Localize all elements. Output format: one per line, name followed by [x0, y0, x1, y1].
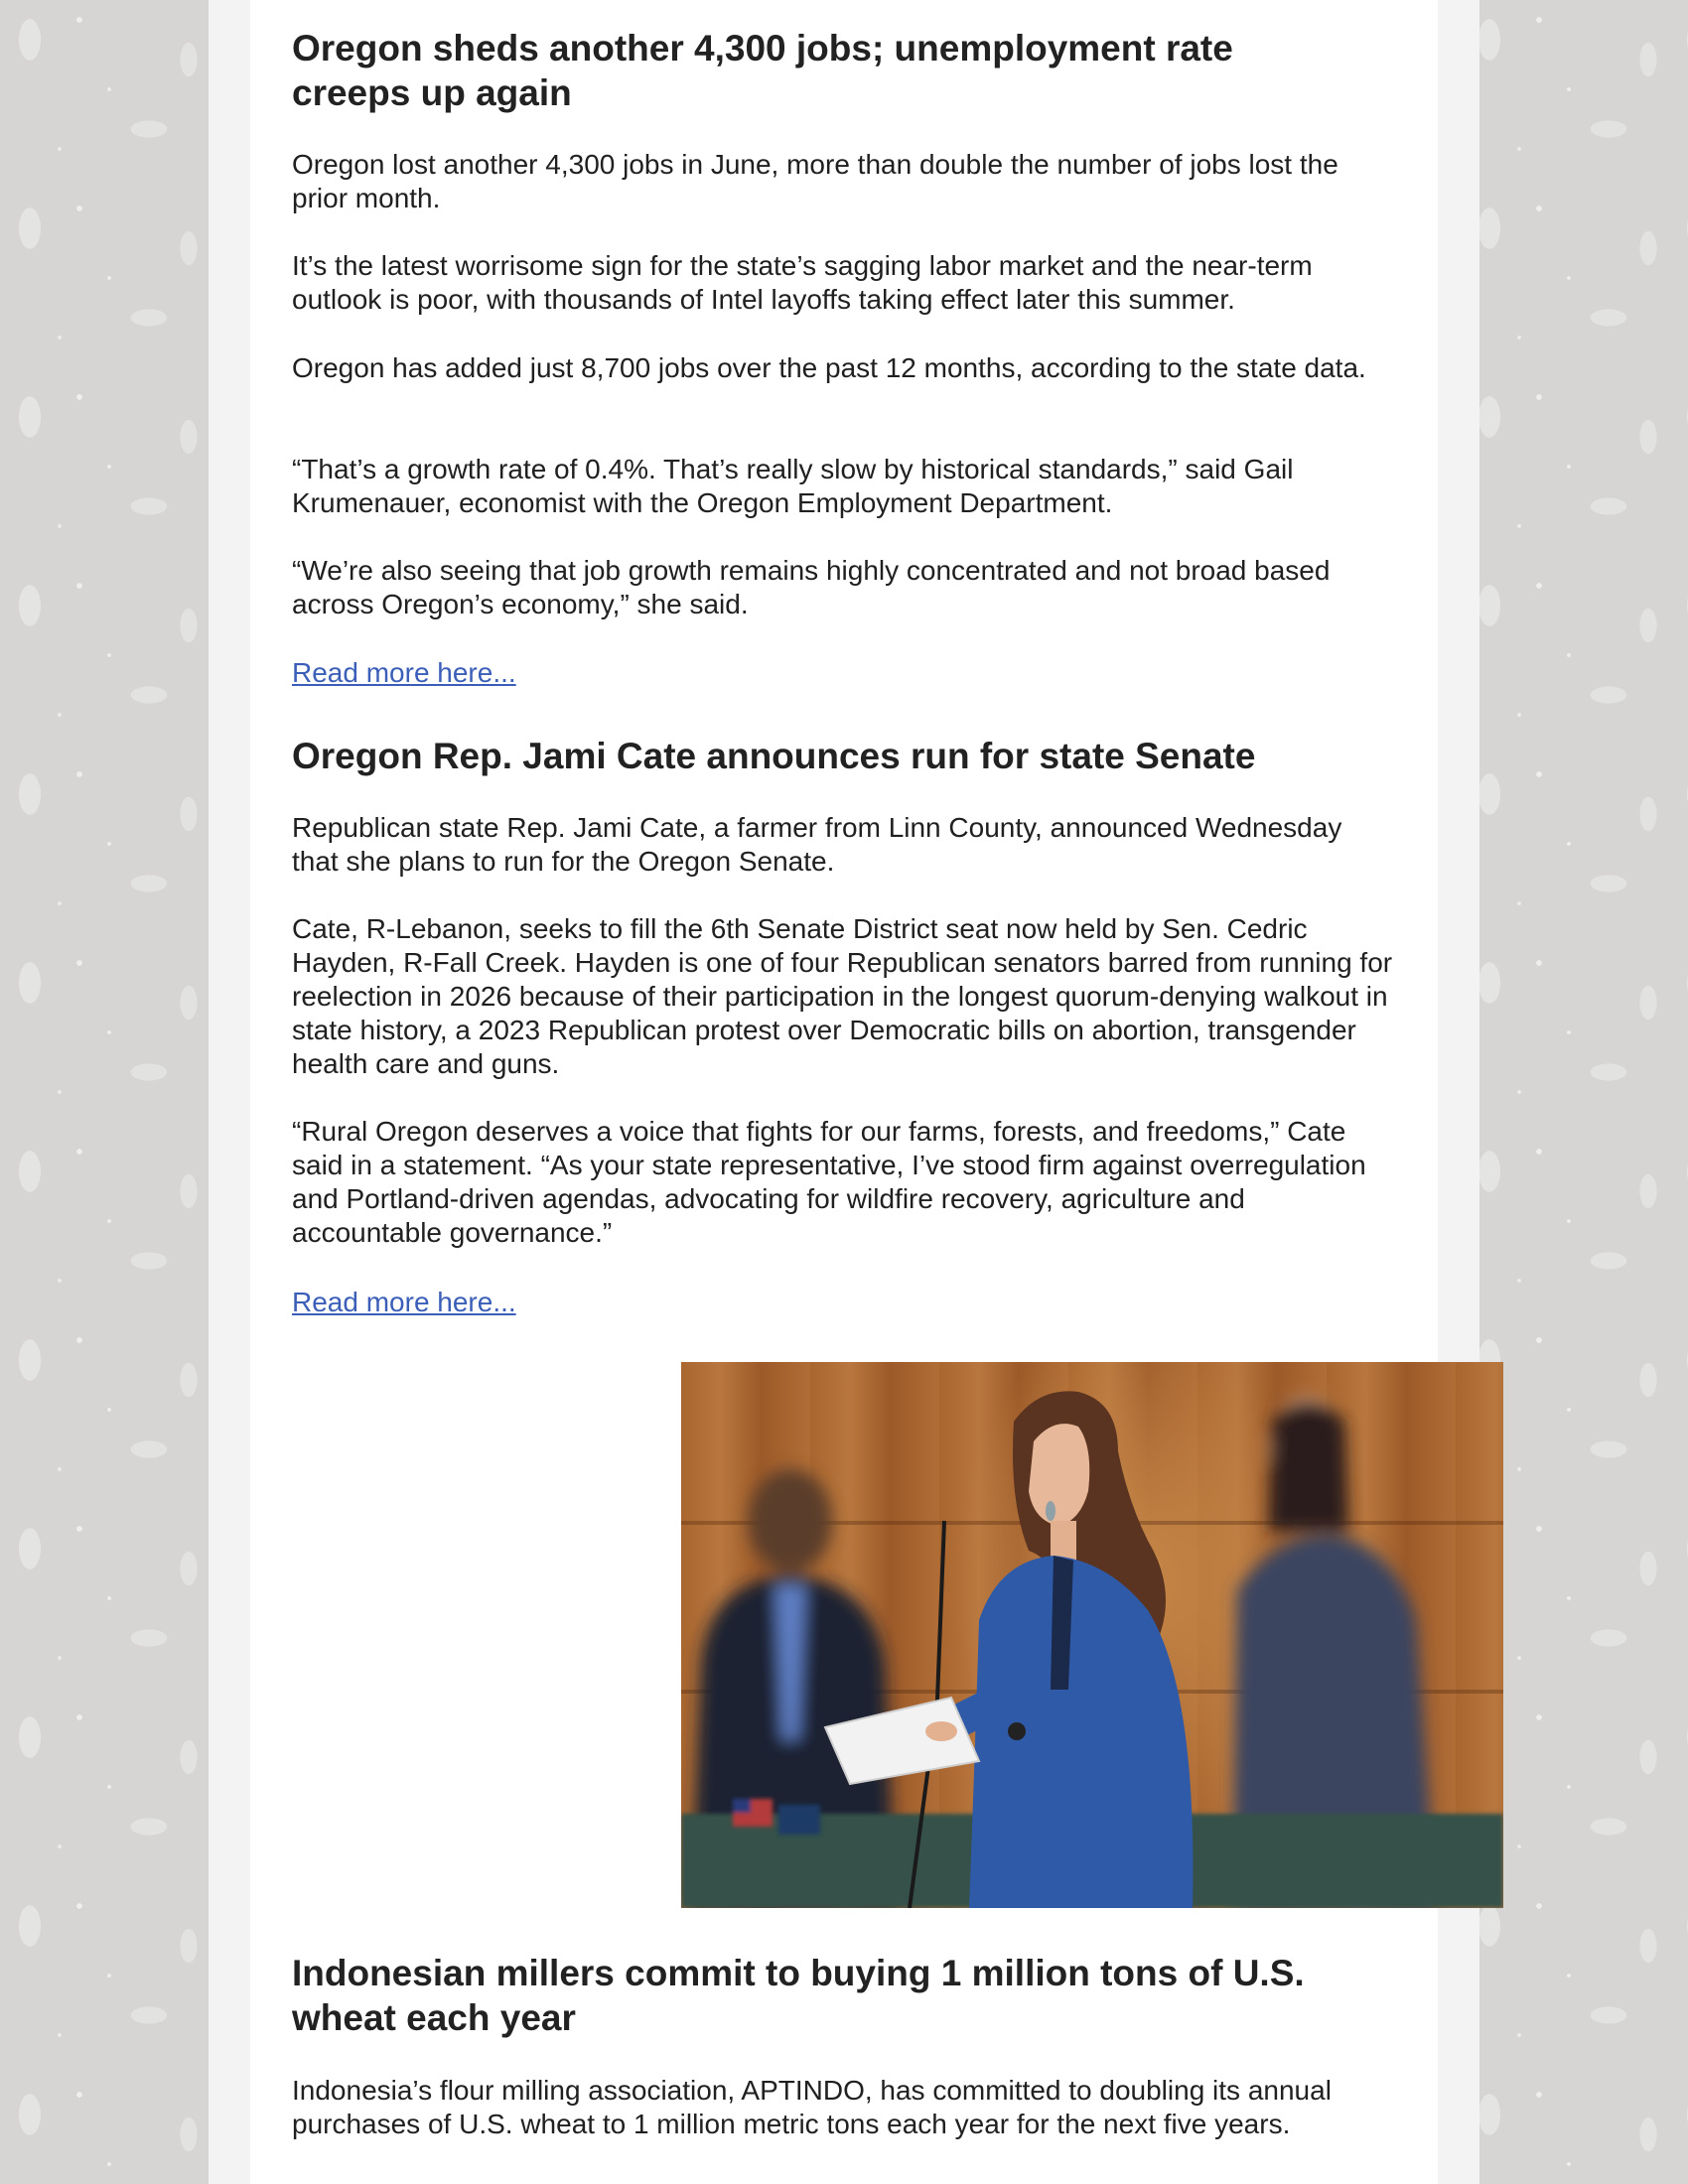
article-1-read-more-link[interactable]: Read more here... — [292, 657, 516, 688]
article-1-headline: Oregon sheds another 4,300 jobs; unemployment rate creeps up again — [292, 28, 1233, 113]
article-2-photo — [681, 1362, 1503, 1908]
article-2-paragraph-1: Republican state Rep. Jami Cate, a farmer from Linn County, announced Wednesday that she plans to run for the Oregon Senate. — [292, 812, 1342, 877]
article-3-headline: Indonesian millers commit to buying 1 million tons of U.S. wheat each year — [292, 1953, 1305, 2038]
left-gutter — [209, 0, 250, 2184]
article-1-paragraph-4: “That’s a growth rate of 0.4%. That’s really slow by historical standards,” said Gail Krumenauer, economist with the Oregon Employment Department. — [292, 454, 1294, 518]
article-1-paragraph-5: “We’re also seeing that job growth remains highly concentrated and not broad based across Oregon’s economy,” she said. — [292, 555, 1331, 619]
article-2-headline: Oregon Rep. Jami Cate announces run for state Senate — [292, 736, 1256, 776]
article-1-paragraph-1: Oregon lost another 4,300 jobs in June, more than double the number of jobs lost the prior month. — [292, 149, 1338, 213]
article-2-read-more-link[interactable]: Read more here... — [292, 1287, 516, 1317]
article-2-paragraph-2: Cate, R-Lebanon, seeks to fill the 6th Senate District seat now held by Sen. Cedric Hayden, R-Fall Creek. Hayden is one of four Republican senators barred from running for reelection in 2026 because of their participation in the longest quorum-denying walkout in state history, a 2023 Republican protest over Democratic bills on abortion, transgender health care and guns. — [292, 913, 1393, 1079]
legislator-speaking-image — [681, 1362, 1503, 1908]
article-1-paragraph-3: Oregon has added just 8,700 jobs over the past 12 months, according to the state data. — [292, 352, 1366, 383]
article-2-paragraph-3: “Rural Oregon deserves a voice that fights for our farms, forests, and freedoms,” Cate said in a statement. “As your state representative, I’ve stood firm against overregulation and Portland-driven agendas, advocating for wildfire recovery, agriculture and accountable governance.” — [292, 1116, 1366, 1248]
article-3-paragraph-1: Indonesia’s flour milling association, APTINDO, has committed to doubling its annual purchases of U.S. wheat to 1 million metric tons each year for the next five years. — [292, 2075, 1332, 2139]
newsletter-page — [250, 0, 1438, 2184]
article-1-paragraph-2: It’s the latest worrisome sign for the state’s sagging labor market and the near-term outlook is poor, with thousands of Intel layoffs taking effect later this summer. — [292, 250, 1313, 315]
